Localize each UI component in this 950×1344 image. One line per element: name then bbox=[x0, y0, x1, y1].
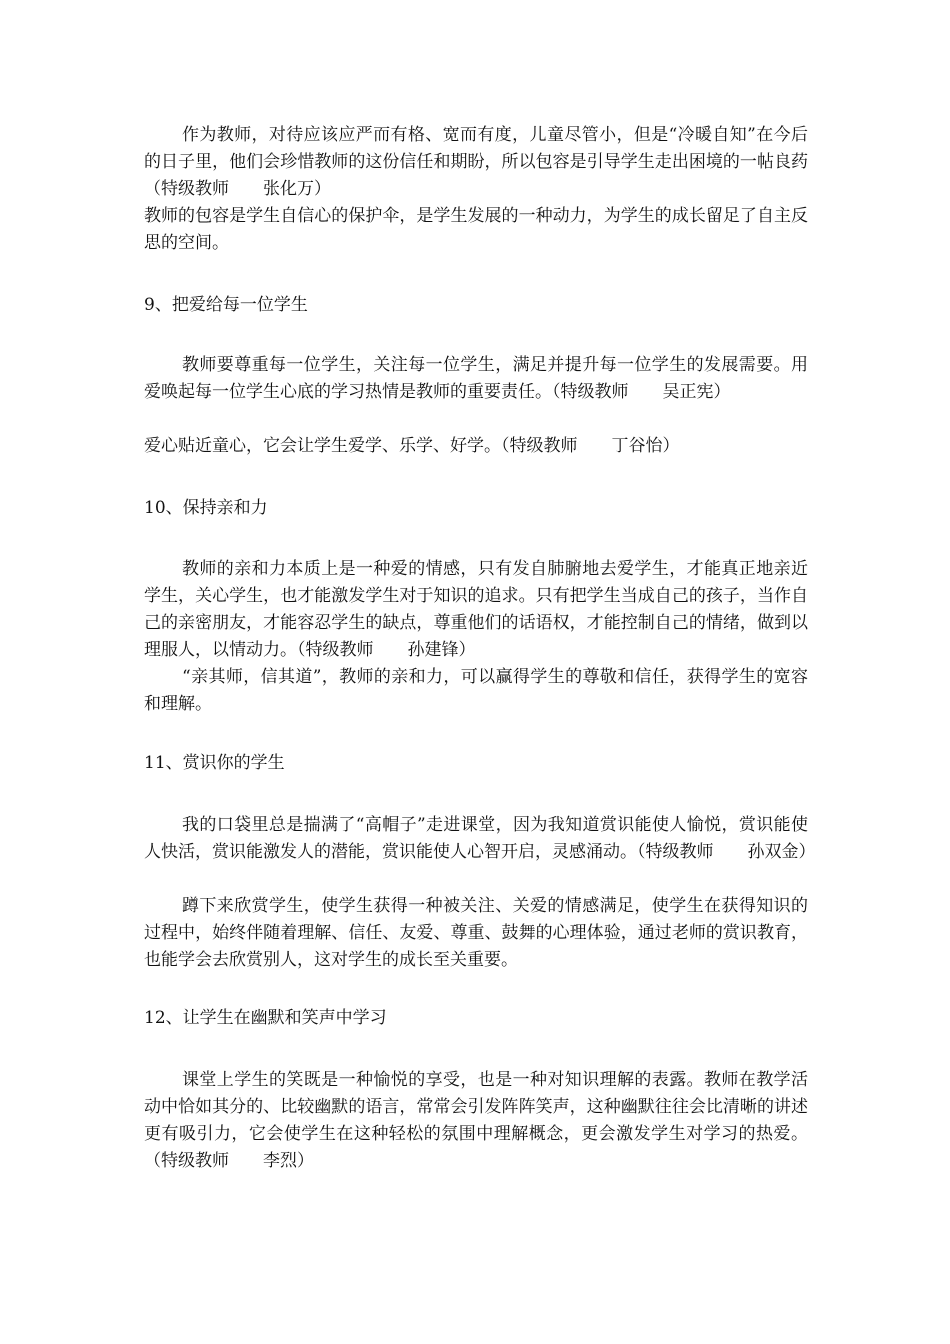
heading-section-11: 11、赏识你的学生 bbox=[144, 753, 285, 773]
heading-section-12: 12、让学生在幽默和笑声中学习 bbox=[144, 1008, 387, 1028]
heading-section-10: 10、保持亲和力 bbox=[144, 498, 268, 518]
paragraph-love-comment: 爱心贴近童心，它会让学生爱学、乐学、好学。（特级教师 丁谷怡） bbox=[144, 436, 680, 456]
paragraph-affinity-comment: “亲其师，信其道”，教师的亲和力，可以赢得学生的尊敬和信任，获得学生的宽容和理解。 bbox=[144, 667, 808, 714]
paragraph-appreciation-quote: 我的口袋里总是揣满了“高帽子”走进课堂，因为我知道赏识能使人愉悦，赏识能使人快活，赏识能激发人的潜能，赏识能使人心智开启，灵感涌动。（特级教师 孙双金） bbox=[144, 815, 816, 862]
paragraph-affinity-quote: 教师的亲和力本质上是一种爱的情感，只有发自肺腑地去爱学生，才能真正地亲近学生，关心学生，也才能激发学生对于知识的追求。只有把学生当成自己的孩子，当作自己的亲密朋友，才能容忍学生的缺点，尊重他们的话语权，才能控制自己的情绪，做到以理服人，以情动力。（特级教师 孙建锋） bbox=[144, 559, 808, 660]
paragraph-love-quote: 教师要尊重每一位学生，关注每一位学生，满足并提升每一位学生的发展需要。用爱唤起每一位学生心底的学习热情是教师的重要责任。（特级教师 吴正宪） bbox=[144, 355, 808, 402]
paragraph-humor-quote: 课堂上学生的笑既是一种愉悦的享受，也是一种对知识理解的表露。教师在教学活动中恰如其分的、比较幽默的语言，常常会引发阵阵笑声，这种幽默往往会比清晰的讲述更有吸引力，它会使学生在这种轻松的氛围中理解概念，更会激发学生对学习的热爱。（特级教师 李烈） bbox=[144, 1070, 808, 1171]
paragraph-appreciation-comment: 蹲下来欣赏学生，使学生获得一种被关注、关爱的情感满足，使学生在获得知识的过程中，始终伴随着理解、信任、友爱、尊重、鼓舞的心理体验，通过老师的赏识教育，也能学会去欣赏别人，这对学生的成长至关重要。 bbox=[144, 896, 808, 970]
heading-section-9: 9、把爱给每一位学生 bbox=[144, 295, 308, 315]
paragraph-tolerance-comment: 教师的包容是学生自信心的保护伞，是学生发展的一种动力，为学生的成长留足了自主反思的空间。 bbox=[144, 206, 808, 253]
paragraph-tolerance-quote: 作为教师，对待应该应严而有格、宽而有度，儿童尽管小，但是“冷暖自知”在今后的日子里，他们会珍惜教师的这份信任和期盼，所以包容是引导学生走出困境的一帖良药（特级教师 张化万） bbox=[144, 125, 808, 199]
